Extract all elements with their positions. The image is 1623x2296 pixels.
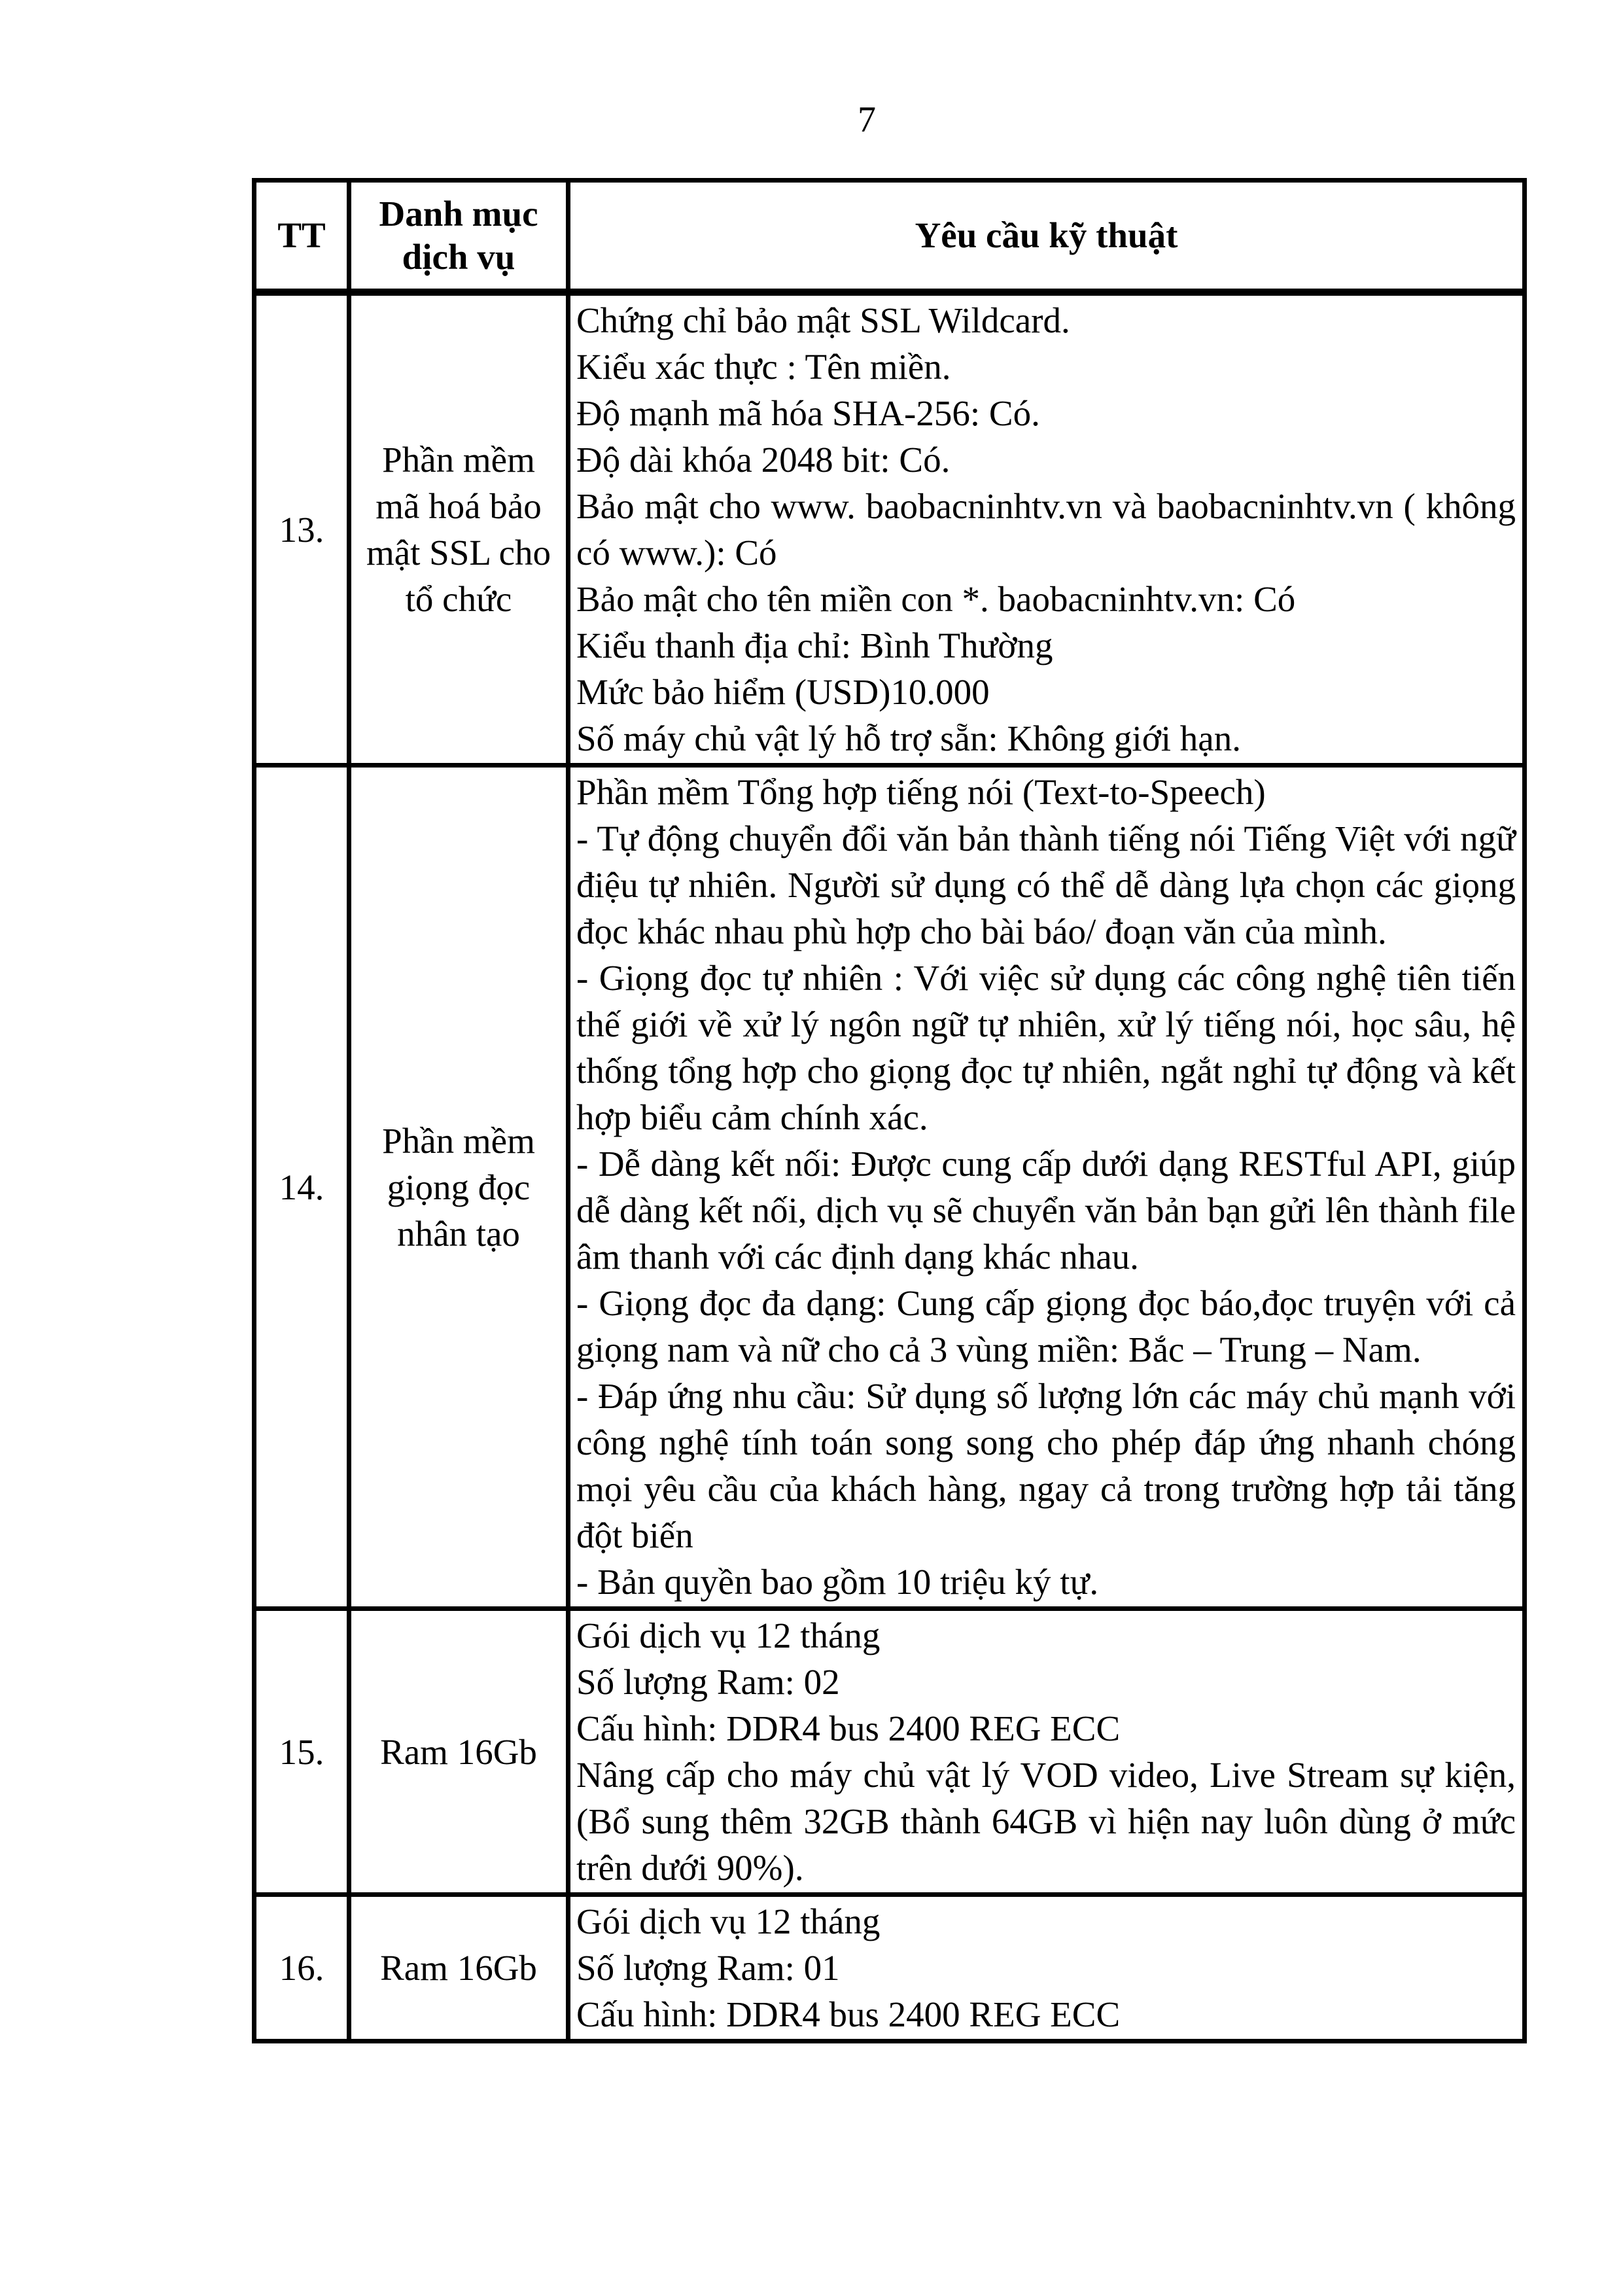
table-header-row [254,181,1525,292]
row-category: Ram 16Gb [349,1609,568,1895]
requirement-line: - Giọng đọc đa dạng: Cung cấp giọng đọc báo,đọc truyện với cả giọng nam và nữ cho cả 3 vùng miền: Bắc – Trung – Nam. [576,1283,1516,1369]
requirement-line: Gói dịch vụ 12 tháng [576,1901,881,1941]
requirement-line: Độ dài khóa 2048 bit: Có. [576,440,951,480]
header-category: Danh mục dịch vụ [349,181,568,292]
row-category: Phần mềm giọng đọc nhân tạo [349,766,568,1609]
requirement-line: Kiểu thanh địa chỉ: Bình Thường [576,626,1053,665]
requirement-line: Phần mềm Tổng hợp tiếng nói (Text-to-Speech) [576,772,1266,812]
requirement-line: Độ mạnh mã hóa SHA-256: Có. [576,393,1040,433]
row-requirements [568,1609,1525,1895]
header-requirements: Yêu cầu kỹ thuật [568,181,1525,292]
row-category: Ram 16Gb [349,1895,568,2041]
requirement-line: Cấu hình: DDR4 bus 2400 REG ECC [576,1708,1121,1748]
page-number: 7 [858,99,876,140]
requirement-line: Nâng cấp cho máy chủ vật lý VOD video, Live Stream sự kiện, (Bổ sung thêm 32GB thành 64GB vì hiện nay luôn dùng ở mức trên dưới 90%). [576,1755,1516,1888]
row-index: 14. [254,766,349,1609]
requirement-line: - Tự động chuyển đổi văn bản thành tiếng nói Tiếng Việt với ngữ điệu tự nhiên. Người sử dụng có thể dễ dàng lựa chọn các giọng đọc khác nhau phù hợp cho bài báo/ đoạn văn của mình. [576,819,1516,951]
requirement-line: - Bản quyền bao gồm 10 triệu ký tự. [576,1562,1099,1602]
service-requirements-table [252,178,1527,2043]
header-tt: TT [254,181,349,292]
row-index: 16. [254,1895,349,2041]
requirement-line: Số lượng Ram: 01 [576,1948,840,1988]
row-index: 15. [254,1609,349,1895]
row-category: Phần mềm mã hoá bảo mật SSL cho tổ chức [349,292,568,766]
requirement-line: Mức bảo hiểm (USD)10.000 [576,672,990,712]
table-row [254,1895,1525,2041]
requirement-line: Bảo mật cho www. baobacninhtv.vn và baobacninhtv.vn ( không có www.): Có [576,486,1516,573]
requirement-line: Chứng chỉ bảo mật SSL Wildcard. [576,300,1070,340]
requirement-line: Gói dịch vụ 12 tháng [576,1616,881,1655]
table-row [254,766,1525,1609]
requirement-line: Kiểu xác thực : Tên miền. [576,347,951,387]
requirement-line: Số lượng Ram: 02 [576,1662,840,1702]
table-row [254,292,1525,766]
row-requirements [568,766,1525,1609]
requirement-line: Số máy chủ vật lý hỗ trợ sẵn: Không giới hạn. [576,718,1241,758]
requirement-line: Cấu hình: DDR4 bus 2400 REG ECC [576,1994,1121,2034]
row-requirements [568,292,1525,766]
requirement-line: - Giọng đọc tự nhiên : Với việc sử dụng các công nghệ tiên tiến thế giới về xử lý ngôn ngữ tự nhiên, xử lý tiếng nói, học sâu, hệ thống tổng hợp cho giọng đọc tự nhiên, ngắt nghỉ tự động và kết hợp biểu cảm chính xác. [576,958,1516,1137]
row-requirements [568,1895,1525,2041]
requirement-line: Bảo mật cho tên miền con *. baobacninhtv.vn: Có [576,579,1296,619]
table-row [254,1609,1525,1895]
row-index: 13. [254,292,349,766]
requirement-line: - Đáp ứng nhu cầu: Sử dụng số lượng lớn các máy chủ mạnh với công nghệ tính toán song song cho phép đáp ứng nhanh chóng mọi yêu cầu của khách hàng, ngay cả trong trường hợp tải tăng đột biến [576,1376,1516,1555]
table-body [254,292,1525,2041]
requirement-line: - Dễ dàng kết nối: Được cung cấp dưới dạng RESTful API, giúp dễ dàng kết nối, dịch vụ sẽ chuyển văn bản bạn gửi lên thành file âm thanh với các định dạng khác nhau. [576,1144,1516,1277]
